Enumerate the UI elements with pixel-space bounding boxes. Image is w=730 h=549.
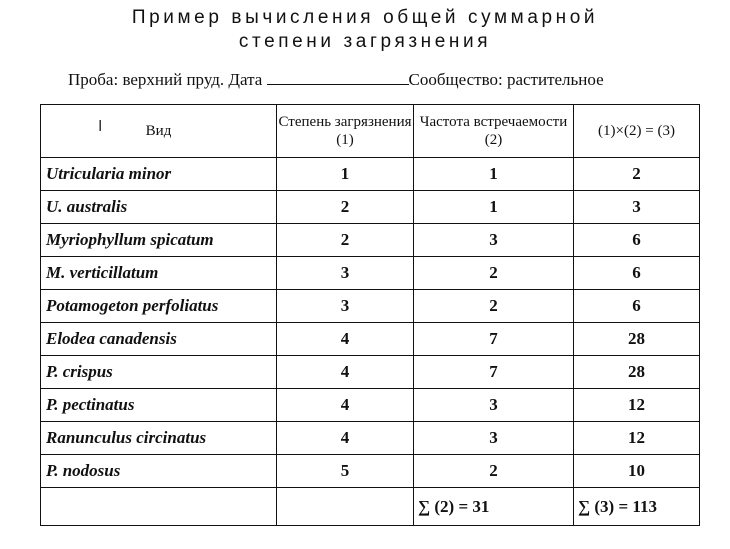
table-row [41, 158, 700, 191]
degree-cell: 2 [277, 191, 414, 224]
species-cell: M. verticillatum [41, 257, 277, 290]
degree-cell: 5 [277, 455, 414, 488]
product-cell: 3 [574, 191, 700, 224]
species-cell: U. australis [41, 191, 277, 224]
species-cell: Utricularia minor [41, 158, 277, 191]
sample-info [68, 70, 604, 90]
product-cell: 2 [574, 158, 700, 191]
header-species: Вид [41, 105, 277, 158]
frequency-cell: 2 [414, 455, 574, 488]
degree-cell: 4 [277, 422, 414, 455]
species-cell: Myriophyllum spicatum [41, 224, 277, 257]
species-cell: P. nodosus [41, 455, 277, 488]
frequency-cell: 1 [414, 191, 574, 224]
species-cell: Potamogeton perfoliatus [41, 290, 277, 323]
sum-empty-cell [41, 488, 277, 526]
product-cell: 6 [574, 290, 700, 323]
table-header-row [41, 105, 700, 158]
species-cell: Ranunculus circinatus [41, 422, 277, 455]
table-row [41, 290, 700, 323]
date-blank-line [267, 70, 409, 85]
species-cell: P. pectinatus [41, 389, 277, 422]
frequency-cell: 2 [414, 257, 574, 290]
degree-cell: 1 [277, 158, 414, 191]
sum-empty-cell [277, 488, 414, 526]
text-cursor-icon: I [98, 117, 103, 135]
table-row [41, 455, 700, 488]
frequency-cell: 7 [414, 356, 574, 389]
table-row [41, 389, 700, 422]
page-title-line-1: Пример вычисления общей суммарной [131, 7, 599, 28]
product-cell: 28 [574, 323, 700, 356]
table-row [41, 191, 700, 224]
product-cell: 6 [574, 224, 700, 257]
degree-cell: 4 [277, 356, 414, 389]
degree-cell: 4 [277, 323, 414, 356]
sample-label: Проба: верхний пруд. Дата [68, 70, 263, 89]
frequency-cell: 2 [414, 290, 574, 323]
header-product: (1)×(2) = (3) [574, 105, 700, 158]
table-row [41, 323, 700, 356]
degree-cell: 4 [277, 389, 414, 422]
table-row [41, 422, 700, 455]
pollution-table [40, 104, 700, 526]
degree-cell: 3 [277, 257, 414, 290]
header-degree: Степень загрязнения (1) [277, 105, 414, 158]
sum-row [41, 488, 700, 526]
table-row [41, 356, 700, 389]
species-cell: P. crispus [41, 356, 277, 389]
community-label: Сообщество: растительное [408, 70, 604, 89]
product-cell: 6 [574, 257, 700, 290]
sum-product-cell: ∑ (3) = 113 [574, 488, 700, 526]
degree-cell: 2 [277, 224, 414, 257]
table-row [41, 257, 700, 290]
product-cell: 12 [574, 389, 700, 422]
frequency-cell: 1 [414, 158, 574, 191]
product-cell: 12 [574, 422, 700, 455]
header-frequency: Частота встречаемости (2) [414, 105, 574, 158]
frequency-cell: 7 [414, 323, 574, 356]
frequency-cell: 3 [414, 224, 574, 257]
sum-frequency-cell: ∑ (2) = 31 [414, 488, 574, 526]
product-cell: 10 [574, 455, 700, 488]
frequency-cell: 3 [414, 422, 574, 455]
degree-cell: 3 [277, 290, 414, 323]
table-row [41, 224, 700, 257]
frequency-cell: 3 [414, 389, 574, 422]
product-cell: 28 [574, 356, 700, 389]
species-cell: Elodea canadensis [41, 323, 277, 356]
page-title-line-2: степени загрязнения [238, 31, 492, 52]
